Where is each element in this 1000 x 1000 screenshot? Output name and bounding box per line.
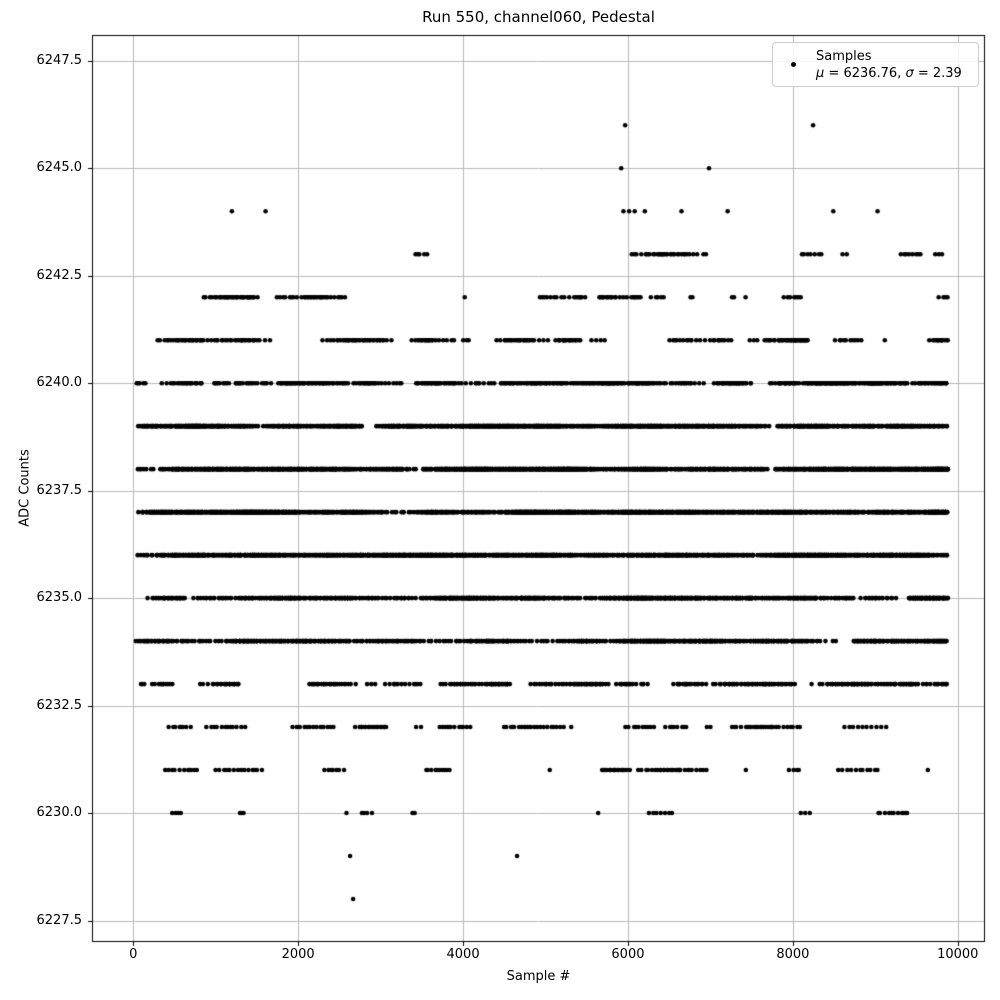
y-tick-label: 6237.5: [36, 482, 82, 498]
x-tick-label: 10000: [937, 947, 979, 962]
legend-series-label: Samples: [816, 48, 872, 64]
sigma-value: = 2.39: [913, 65, 962, 81]
x-tick-label: 2000: [281, 947, 315, 962]
legend-stats: [816, 65, 962, 82]
y-tick-label: 6230.0: [36, 805, 82, 821]
x-tick-label: 4000: [446, 947, 480, 962]
legend-text: [816, 48, 962, 82]
mu-symbol: μ: [816, 65, 825, 81]
y-tick-label: 6242.5: [36, 267, 82, 283]
y-axis-label: ADC Counts: [17, 449, 33, 527]
chart-title: Run 550, channel060, Pedestal: [422, 8, 655, 26]
legend: [772, 42, 979, 87]
x-tick-label: 8000: [776, 947, 810, 962]
x-tick-label: 6000: [611, 947, 645, 962]
legend-marker-dot: [791, 62, 796, 67]
y-tick-label: 6240.0: [36, 375, 82, 391]
y-tick-label: 6235.0: [36, 590, 82, 606]
x-tick-label: 0: [129, 947, 138, 962]
y-tick-label: 6247.5: [36, 52, 82, 68]
y-tick-label: 6245.0: [36, 160, 82, 176]
sigma-symbol: σ: [905, 65, 914, 81]
y-tick-label: 6227.5: [36, 912, 82, 928]
y-tick-label: 6232.5: [36, 697, 82, 713]
mu-value: = 6236.76,: [824, 65, 906, 81]
x-axis-label: Sample #: [506, 969, 571, 984]
